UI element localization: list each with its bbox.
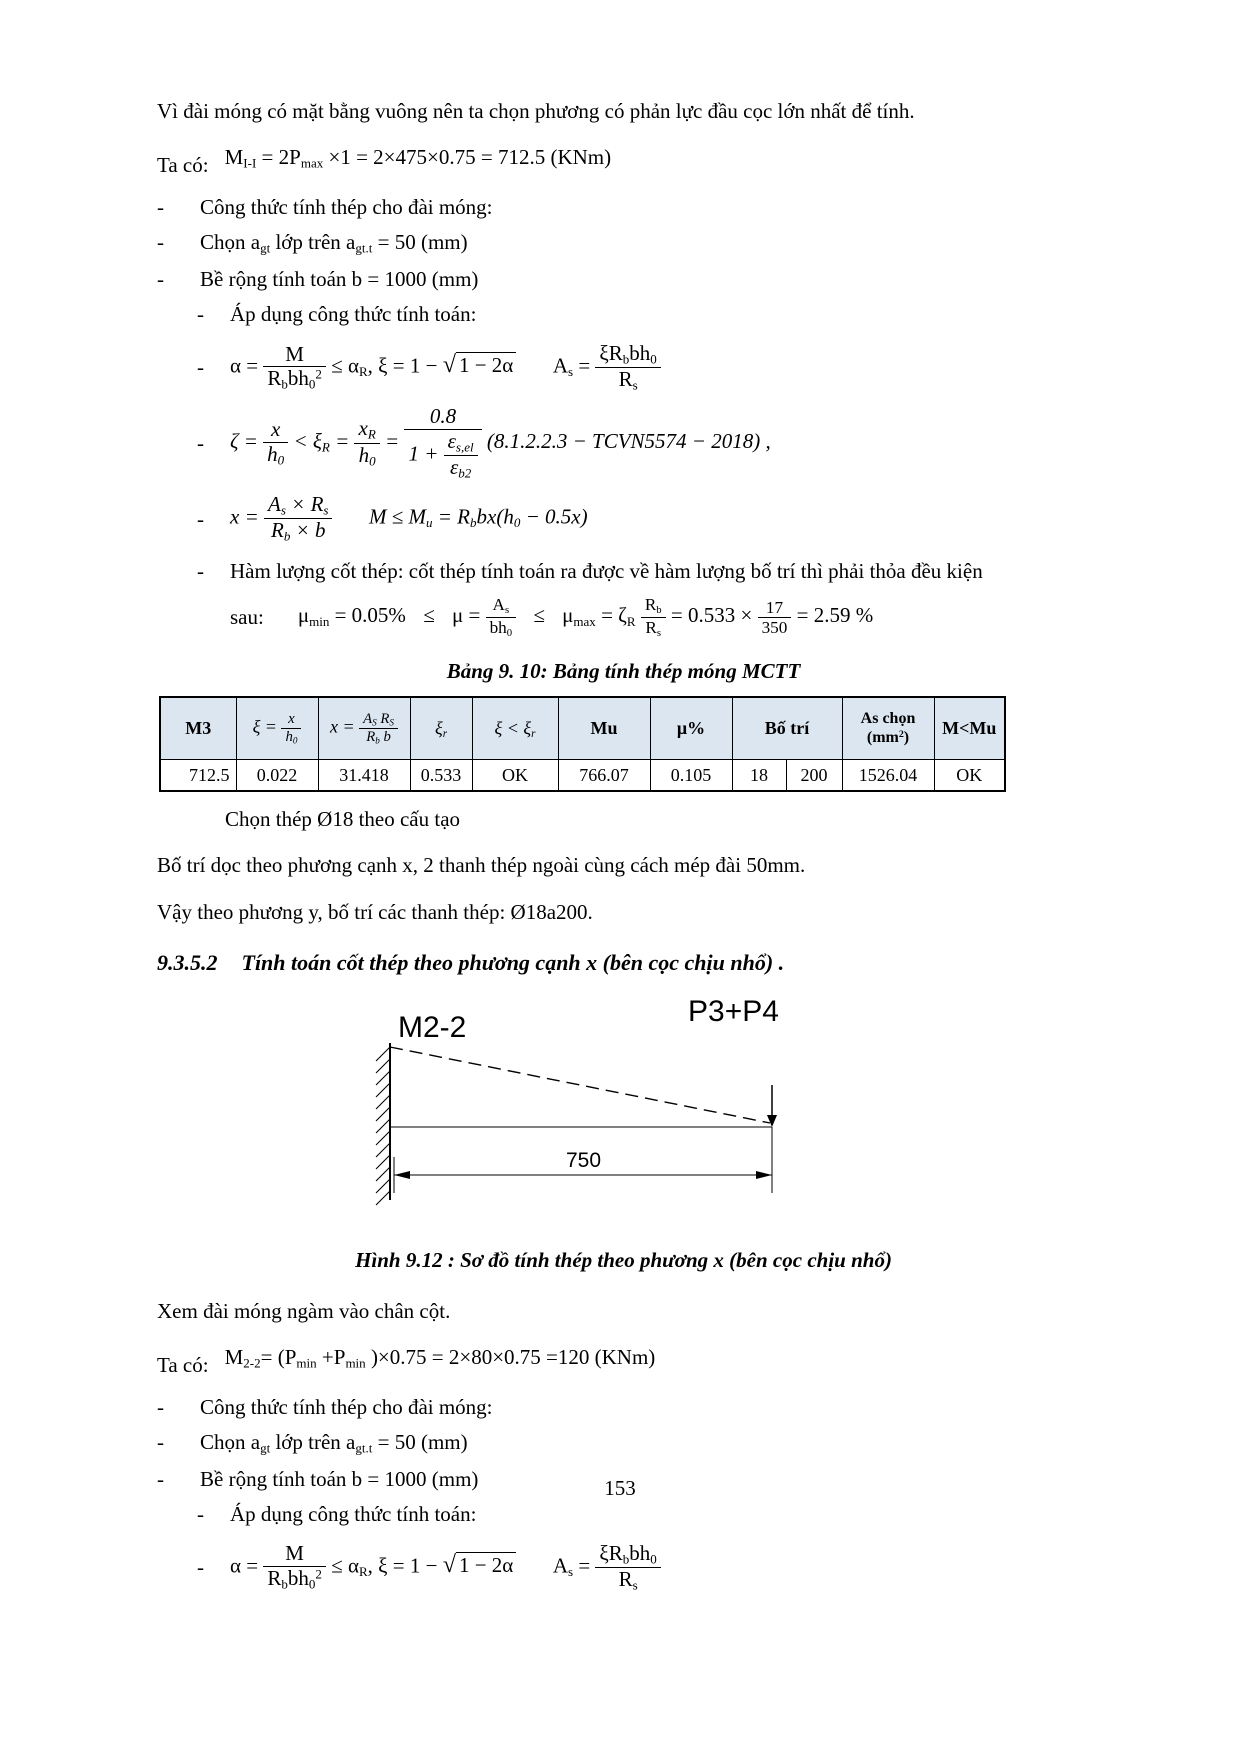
- figure-diagram: [370, 995, 1090, 1235]
- cell-mu: 766.07: [558, 759, 650, 791]
- list-text: Chọn $a_{gt}$ lớp trên $a_{gt.t} = 50$ (mm): [200, 1430, 468, 1456]
- ham-luong-block: [230, 556, 1090, 639]
- list-text: Công thức tính thép cho đài móng:: [200, 194, 493, 219]
- list-item-ham-luong: [157, 556, 1090, 639]
- formula-m2-2: $M_{2-2}= (P_{min} +P_{min}$ )×0.75 = 2×80×0.75 =120 (KNm): [224, 1345, 656, 1371]
- list-text: Bề rộng tính toán b = 1000 (mm): [200, 266, 479, 291]
- formula-zeta: [157, 405, 1090, 481]
- cell-as-chon: 1526.04: [842, 759, 934, 791]
- list-dash: -: [197, 430, 204, 455]
- list-dash: -: [197, 355, 204, 380]
- list-item-be-rong: [157, 264, 1090, 294]
- list-dash: -: [197, 1502, 204, 1527]
- formula-mu-body: $\mu_{min} = 0.05\% \le \mu$ = $\frac{A_s}{bh_0}$ ≤ $\mu_{max} = \zeta_R$ $\frac{R_b}{R_s}$ = 0.533 × $\frac{17}{350}$ = 2.59 %: [297, 594, 874, 639]
- list-item-cong-thuc: [157, 192, 1090, 222]
- th-xi-lt-xi-r: $\xi < \xi_r$: [472, 697, 558, 759]
- chon-thep-paragraph: Chọn thép Ø18 theo cấu tạo: [225, 806, 461, 831]
- th-mu: Mu: [558, 697, 650, 759]
- list-dash: -: [197, 1555, 204, 1580]
- th-m3: M3: [160, 697, 236, 759]
- steel-calc-table: [159, 696, 1006, 792]
- figure-caption: Hình 9.12 : Sơ đồ tính thép theo phương x (bên cọc chịu nhổ): [355, 1248, 892, 1273]
- cell-bo-tri-spacing: 200: [786, 759, 842, 791]
- vay-theo-paragraph: Vậy theo phương y, bố trí các thanh thép: Ø18a200.: [157, 899, 593, 924]
- formula-x: [157, 493, 1090, 544]
- list-dash: -: [157, 1430, 164, 1455]
- moment-dashed-line: [390, 1047, 770, 1123]
- list-text: Chọn $a_{gt}$ lớp trên $a_{gt.t} = 50$ (mm): [200, 230, 468, 257]
- page-number: 153: [604, 1476, 636, 1500]
- th-as-chon: As chọn $(mm^2)$: [842, 697, 934, 759]
- th-x: x = $\frac{A_S R_S}{R_b b}$: [318, 697, 410, 759]
- figure-label-p3-p4: P3+P4: [688, 995, 779, 1028]
- table-row: [160, 759, 1005, 791]
- list2-item-chon-agt: [157, 1427, 1090, 1459]
- list-dash: -: [197, 559, 204, 584]
- list2-item-ap-dung: [157, 1499, 1090, 1529]
- intro-paragraph: Vì đài móng có mặt bằng vuông nên ta chọn phương có phản lực đầu cọc lớn nhất để tính.: [157, 99, 915, 123]
- ta-co-line-2: [157, 1342, 1090, 1377]
- th-bo-tri: Bố trí: [732, 697, 842, 759]
- list-dash: -: [157, 1466, 164, 1491]
- table-header-row: [160, 697, 1005, 759]
- list-dash: -: [197, 302, 204, 327]
- list2-item-cong-thuc: [157, 1392, 1090, 1422]
- cell-mu-percent: 0.105: [650, 759, 732, 791]
- formula-alpha-body: α = $\frac{M}{R_bbh_0^2}$ ≤ $\alpha_R$, ξ = 1 − √ 1 − 2α $A_s$ = $\frac{\xi R_bbh_0}{R_s}$: [230, 342, 661, 393]
- cell-m3: 712.5: [160, 759, 236, 791]
- formula-zeta-body: ζ = $\frac{x}{h_0}$ < $\xi_R$ = $\frac{x_R}{h_0}$ = 0.8 1 + $\frac{\varepsilon_{s,el}}{\varepsilon_{b2}}$ (8.1.2.2.3 − TCVN5574 − 2018) ,: [230, 404, 771, 481]
- dimension-text-750: 750: [566, 1149, 602, 1172]
- cell-check-xi: OK: [472, 759, 558, 791]
- list-text: Công thức tính thép cho đài móng:: [200, 1394, 493, 1419]
- th-m-lt-mu: M<Mu: [934, 697, 1005, 759]
- list-dash: -: [157, 194, 164, 219]
- formula-alpha-body: α = $\frac{M}{R_bbh_0^2}$ ≤ $\alpha_R$, ξ = 1 − √ 1 − 2α $A_s$ = $\frac{\xi R_bbh_0}{R_s}$: [230, 1542, 661, 1593]
- cell-xi-r: 0.533: [410, 759, 472, 791]
- bo-tri-paragraph: Bố trí dọc theo phương cạnh x, 2 thanh thép ngoài cùng cách mép đài 50mm.: [157, 853, 806, 878]
- list-dash: -: [157, 230, 164, 255]
- formula-mu: [230, 595, 1090, 640]
- formula-alpha-2: [157, 1542, 1090, 1593]
- dim-arrow-left: [394, 1171, 410, 1179]
- ham-luong-text: Hàm lượng cốt thép: cốt thép tính toán ra được về hàm lượng bố trí thì phải thỏa đều kiện: [230, 559, 983, 584]
- section-heading: [157, 947, 1090, 979]
- fixed-support-hatch: [376, 1043, 390, 1205]
- cell-bo-tri-dia: 18: [732, 759, 786, 791]
- list-item-chon-agt: [157, 227, 1090, 259]
- formula-alpha-1: [157, 342, 1090, 393]
- ta-co-label: Ta có:: [157, 1352, 209, 1377]
- list-dash: -: [157, 266, 164, 291]
- th-xi: ξ = $\frac{x}{h_0}$: [236, 697, 318, 759]
- dim-arrow-right: [756, 1171, 772, 1179]
- list-text: Áp dụng công thức tính toán:: [230, 302, 477, 327]
- cell-x: 31.418: [318, 759, 410, 791]
- th-xi-r: $\xi_r$: [410, 697, 472, 759]
- th-mu-percent: μ%: [650, 697, 732, 759]
- section-title: Tính toán cốt thép theo phương cạnh x (bên cọc chịu nhổ) .: [241, 950, 785, 976]
- ham-luong-sau: sau:: [230, 605, 264, 630]
- list-dash: -: [157, 1394, 164, 1419]
- table-title: Bảng 9. 10: Bảng tính thép móng MCTT: [446, 658, 801, 683]
- list-dash: -: [197, 506, 204, 531]
- load-arrow-head: [767, 1115, 777, 1127]
- figure-label-m2-2: M2-2: [398, 1011, 467, 1044]
- moment-diagram-svg: [370, 995, 840, 1227]
- cell-check-m: OK: [934, 759, 1005, 791]
- cell-xi: 0.022: [236, 759, 318, 791]
- ta-co-line-1: [157, 142, 1090, 177]
- list-text: Áp dụng công thức tính toán:: [230, 1502, 477, 1527]
- ta-co-label: Ta có:: [157, 152, 209, 177]
- list-text: Bề rộng tính toán b = 1000 (mm): [200, 1466, 479, 1491]
- xem-dai-mong-paragraph: Xem đài móng ngàm vào chân cột.: [157, 1298, 451, 1323]
- formula-x-body: x = $\frac{A_s \times R_s}{R_b \times b}$ $M \le M_u = R_bbx(h_0 - 0.5x)$: [230, 492, 588, 544]
- section-number: 9.3.5.2: [157, 950, 218, 976]
- list-item-ap-dung: [157, 299, 1090, 329]
- formula-m-1-1: $M_{I-I} = 2P_{max} \times 1 = 2\times 475\times 0.75 = 712.5$ (KNm): [224, 145, 612, 172]
